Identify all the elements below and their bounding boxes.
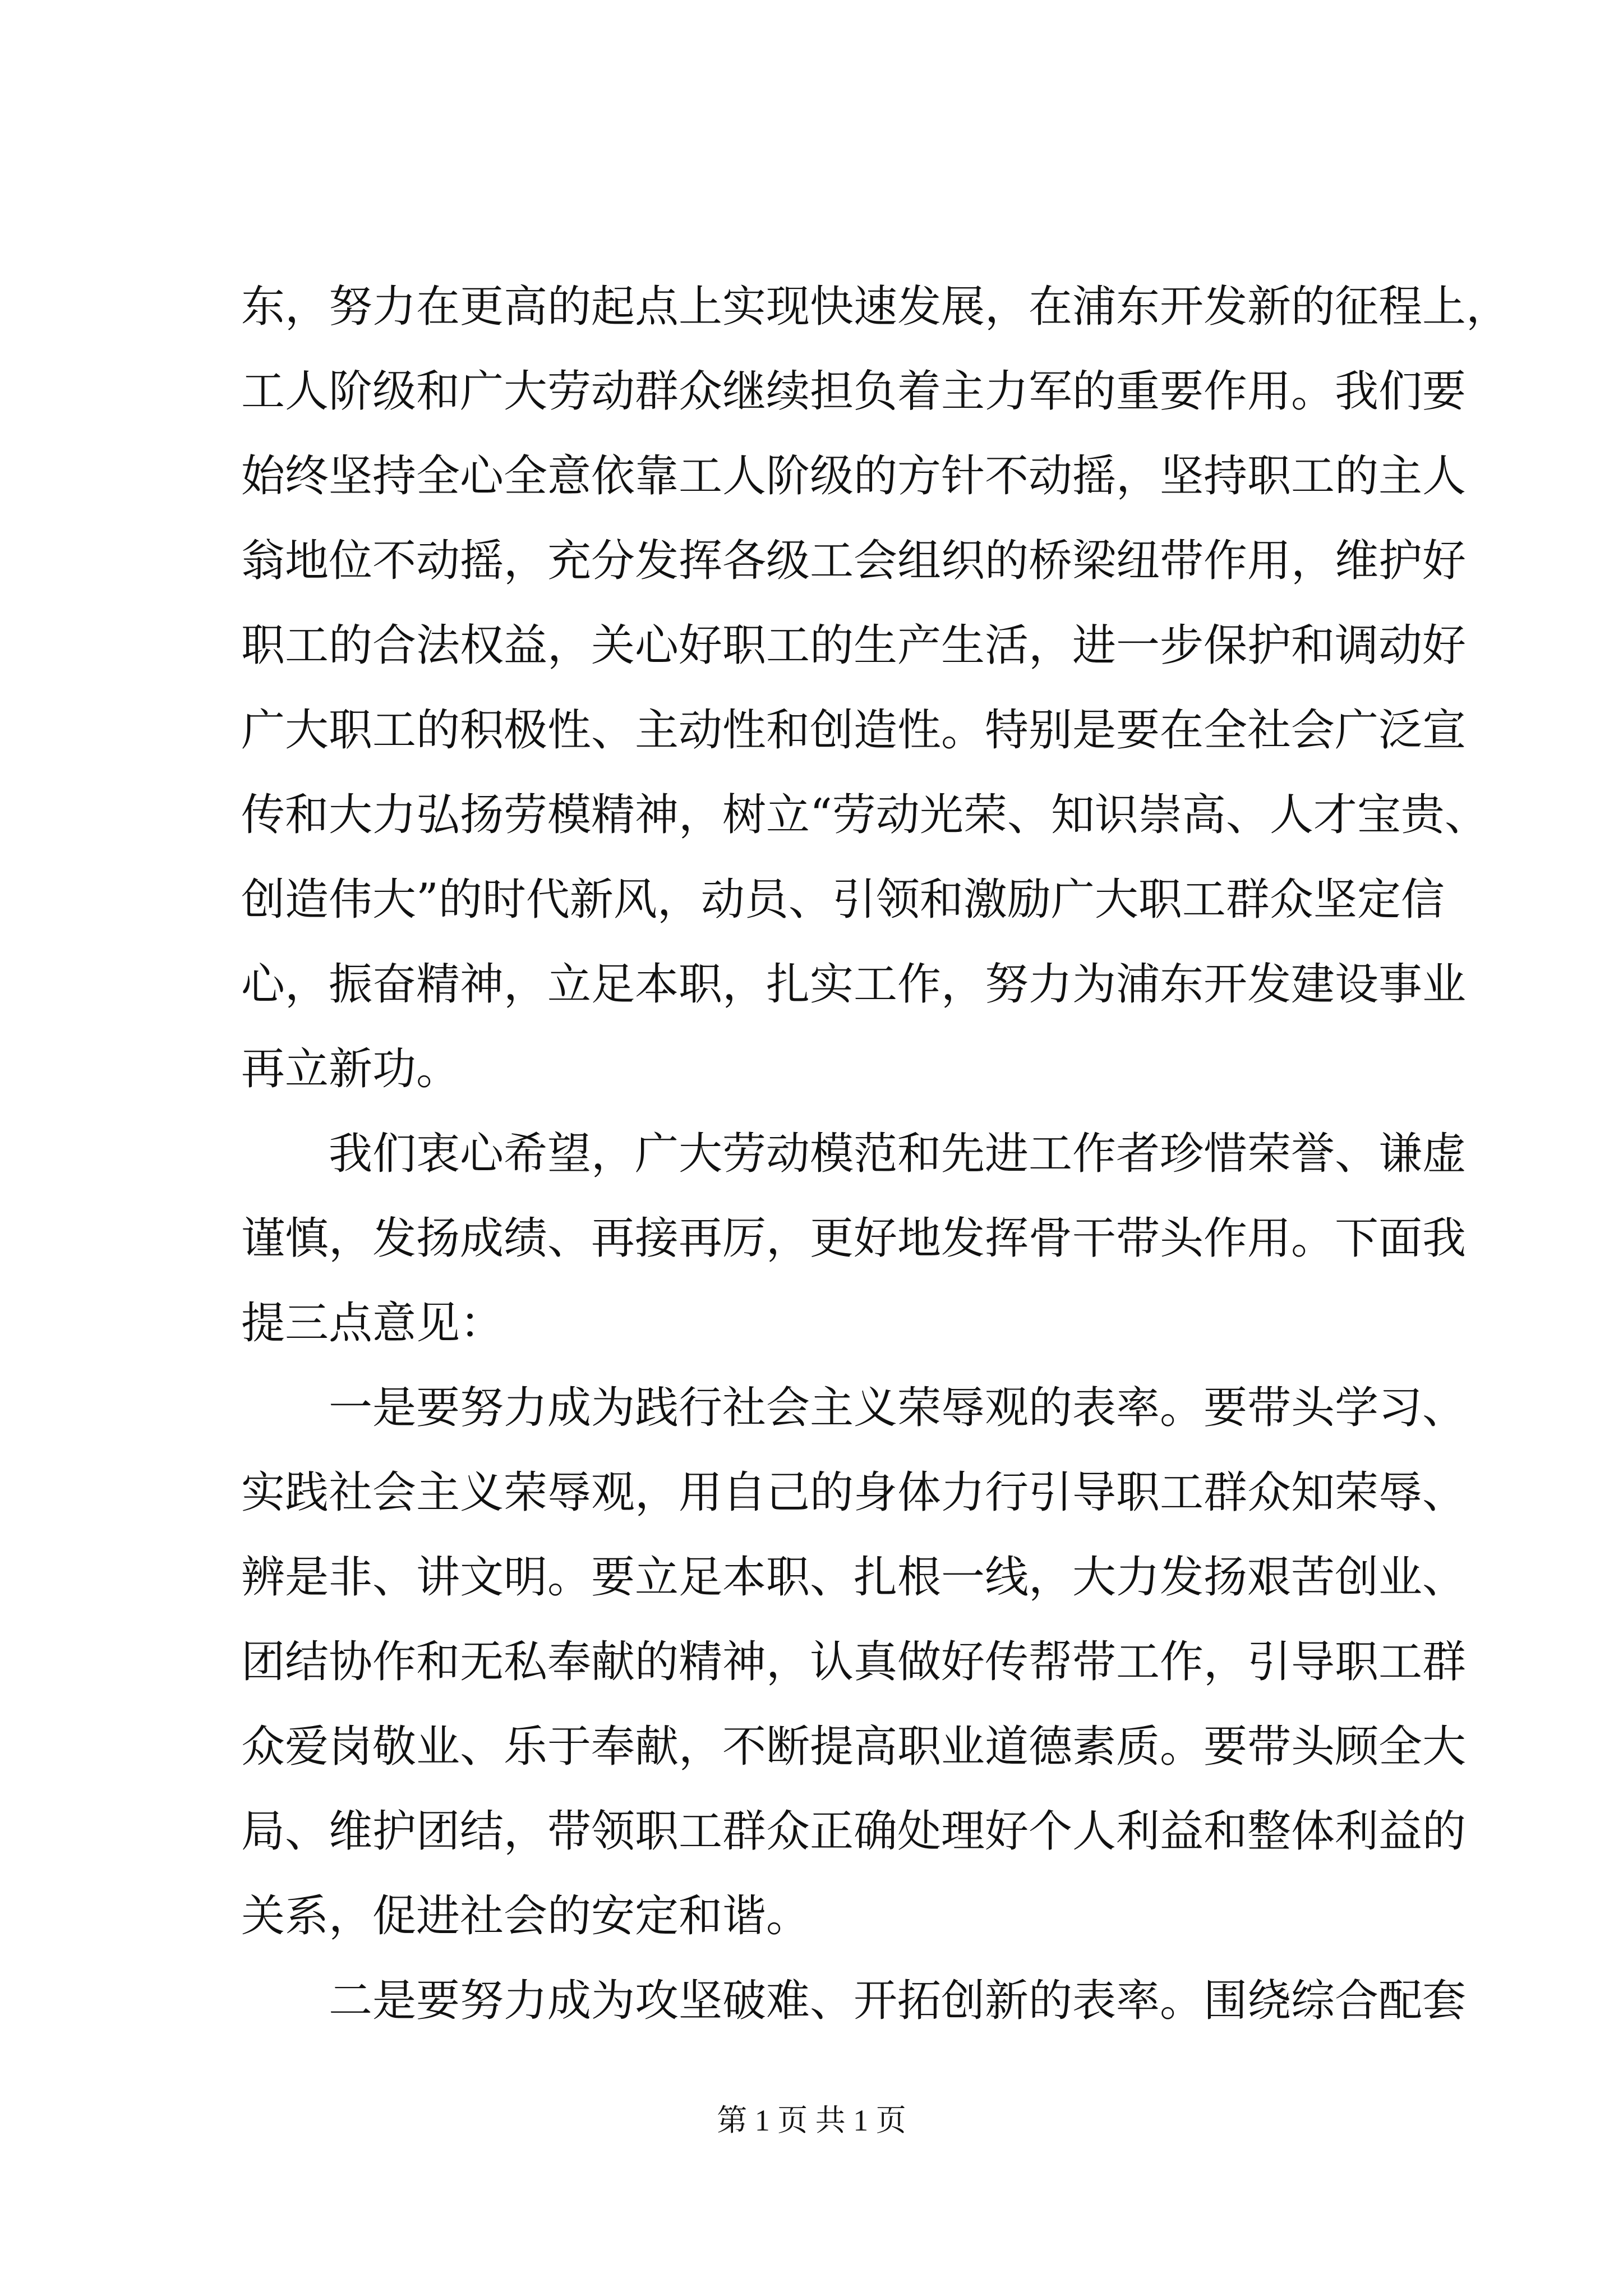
page-number-label: 第 1 页 共 1 页 xyxy=(717,2104,906,2137)
text-line: 传和大力弘扬劳模精神，树立“劳动光荣、知识崇高、人才宝贵、 xyxy=(241,790,1488,840)
text-line: 始终坚持全心全意依靠工人阶级的方针不动摇，坚持职工的主人 xyxy=(241,451,1467,501)
text-line: 局、维护团结，带领职工群众正确处理好个人利益和整体利益的 xyxy=(241,1806,1467,1857)
text-line: 提三点意见： xyxy=(241,1298,504,1349)
paragraph-4 xyxy=(241,1959,1467,2044)
text-line: 众爱岗敬业、乐于奉献，不断提高职业道德素质。要带头顾全大 xyxy=(241,1722,1467,1772)
text-line: 职工的合法权益，关心好职工的生产生活，进一步保护和调动好 xyxy=(241,620,1467,671)
text-line: 二是要努力成为攻坚破难、开拓创新的表率。围绕综合配套 xyxy=(241,1976,1467,2026)
text-line: 创造伟大”的时代新风，动员、引领和激励广大职工群众坚定信 xyxy=(241,875,1445,925)
text-line: 东，努力在更高的起点上实现快速发展，在浦东开发新的征程上， xyxy=(241,282,1510,332)
text-line: 心，振奋精神，立足本职，扎实工作，努力为浦东开发建设事业 xyxy=(241,959,1467,1010)
text-line: 实践社会主义荣辱观，用自己的身体力行引导职工群众知荣辱、 xyxy=(241,1467,1467,1518)
text-line: 我们衷心希望，广大劳动模范和先进工作者珍惜荣誉、谦虚 xyxy=(241,1129,1467,1179)
text-line: 关系，促进社会的安定和谐。 xyxy=(241,1891,810,1941)
text-line: 团结协作和无私奉献的精神，认真做好传帮带工作，引导职工群 xyxy=(241,1637,1467,1687)
text-line: 一是要努力成为践行社会主义荣辱观的表率。要带头学习、 xyxy=(241,1383,1467,1433)
paragraph-1 xyxy=(241,265,1510,1112)
text-line: 工人阶级和广大劳动群众继续担负着主力军的重要作用。我们要 xyxy=(241,366,1467,417)
text-line: 辨是非、讲文明。要立足本职、扎根一线，大力发扬艰苦创业、 xyxy=(241,1552,1467,1603)
text-line: 再立新功。 xyxy=(241,1044,460,1094)
page-footer xyxy=(0,2102,1623,2138)
paragraph-3 xyxy=(241,1366,1467,1959)
text-line: 谨慎，发扬成绩、再接再厉，更好地发挥骨干带头作用。下面我 xyxy=(241,1213,1467,1264)
document-body xyxy=(241,265,1510,2044)
paragraph-2 xyxy=(241,1112,1467,1366)
text-line: 翁地位不动摇，充分发挥各级工会组织的桥梁纽带作用，维护好 xyxy=(241,536,1467,586)
text-line: 广大职工的积极性、主动性和创造性。特别是要在全社会广泛宣 xyxy=(241,705,1467,756)
